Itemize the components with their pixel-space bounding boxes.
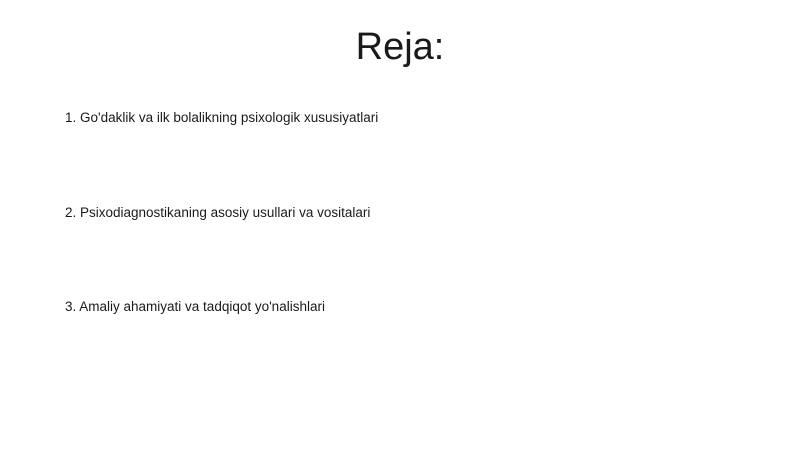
plan-item-1: 1. Go'daklik va ilk bolalikning psixologik xususiyatlari (65, 110, 379, 125)
plan-item-3: 3. Amaliy ahamiyati va tadqiqot yo'nalishlari (65, 299, 325, 314)
slide-title: Reja: (355, 26, 445, 68)
plan-item-2: 2. Psixodiagnostikaning asosiy usullari va vositalari (65, 205, 371, 220)
